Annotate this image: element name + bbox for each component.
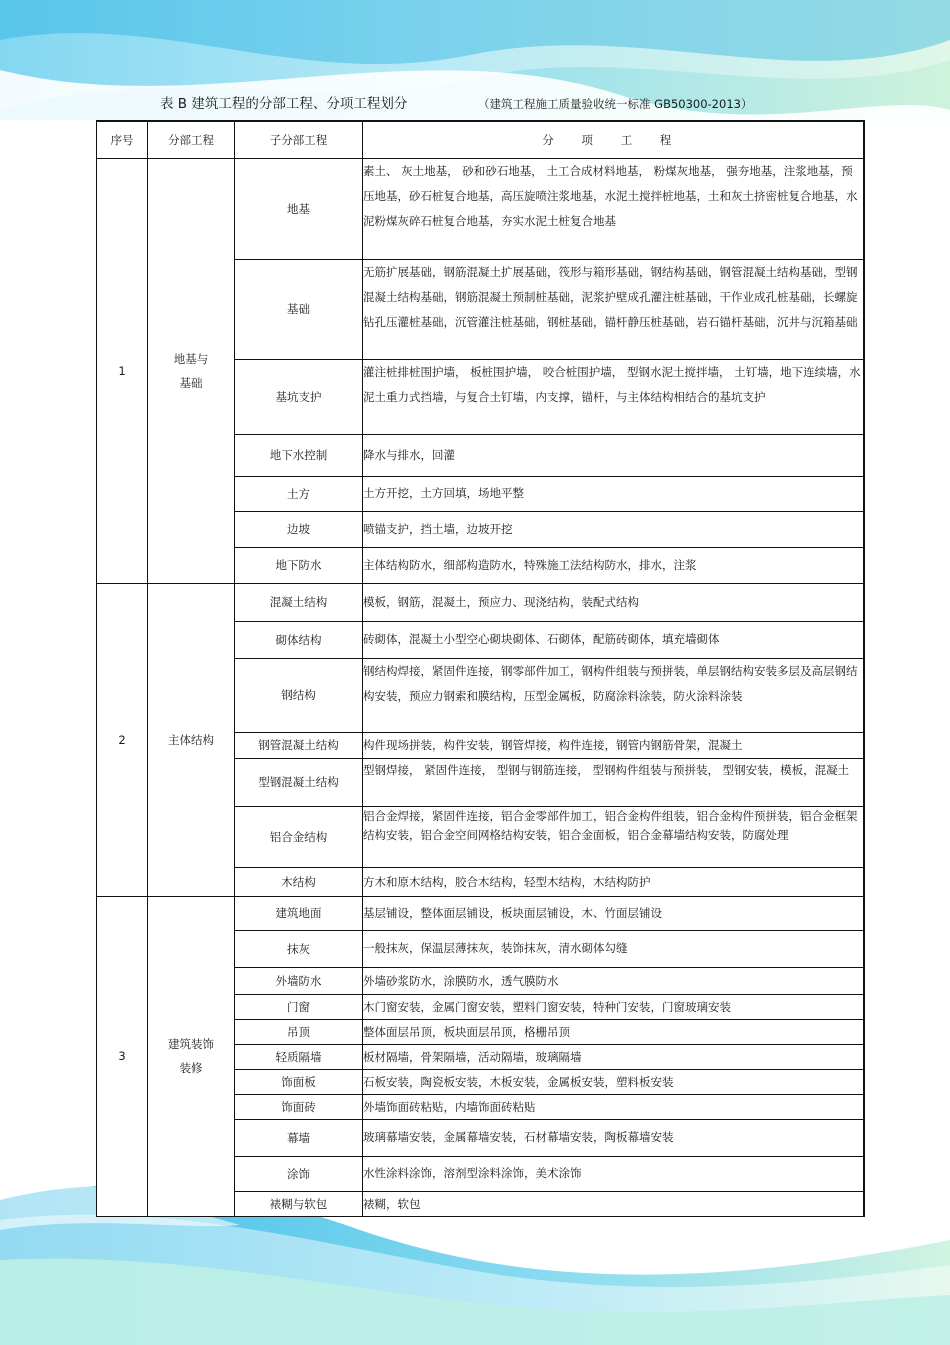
group-no: 2 <box>97 583 148 896</box>
items-cell: 铝合金焊接，紧固件连接，铝合金零部件加工，铝合金构件组装，铝合金构件预拼装，铝合金框架结构安装，铝合金空间网格结构安装，铝合金面板，铝合金幕墙结构安装，防腐处理 <box>363 806 864 867</box>
items-cell: 构件现场拼装，构件安装，钢管焊接，构件连接，钢管内钢筋骨架，混凝土 <box>363 732 864 758</box>
table-row <box>97 158 864 259</box>
group-no: 3 <box>97 896 148 1216</box>
table-row <box>97 896 864 930</box>
items-cell: 主体结构防水，细部构造防水，特殊施工法结构防水，排水，注浆 <box>363 547 864 583</box>
subdivision-cell: 饰面砖 <box>235 1094 363 1119</box>
subdivision-cell: 建筑地面 <box>235 896 363 930</box>
items-cell: 整体面层吊顶，板块面层吊顶，格栅吊顶 <box>363 1019 864 1044</box>
group-division: 主体结构 <box>148 583 235 896</box>
table-title <box>0 93 950 115</box>
subdivision-cell: 钢管混凝土结构 <box>235 732 363 758</box>
items-cell: 外墙饰面砖粘贴，内墙饰面砖粘贴 <box>363 1094 864 1119</box>
items-cell: 一般抹灰，保温层薄抹灰，装饰抹灰，清水砌体勾缝 <box>363 930 864 967</box>
subdivision-cell: 饰面板 <box>235 1069 363 1094</box>
division-table <box>96 120 865 1217</box>
header-row <box>97 121 864 158</box>
header-subdivision: 子分部工程 <box>235 121 363 158</box>
items-cell: 模板，钢筋，混凝土，预应力、现浇结构，装配式结构 <box>363 583 864 621</box>
subdivision-cell: 裱糊与软包 <box>235 1191 363 1216</box>
items-cell: 基层铺设，整体面层铺设，板块面层铺设，木、竹面层铺设 <box>363 896 864 930</box>
items-cell: 素土、 灰土地基， 砂和砂石地基， 土工合成材料地基， 粉煤灰地基， 强夯地基，注浆地基，预压地基，砂石桩复合地基，高压旋喷注浆地基，水泥土搅拌桩地基，土和灰土挤密桩复合地基，水泥粉煤灰碎石桩复合地基，夯实水泥土桩复合地基 <box>363 158 864 259</box>
items-cell: 裱糊，软包 <box>363 1191 864 1216</box>
header-items: 分 项 工 程 <box>363 121 864 158</box>
subdivision-cell: 铝合金结构 <box>235 806 363 867</box>
subdivision-cell: 型钢混凝土结构 <box>235 758 363 806</box>
subdivision-cell: 抹灰 <box>235 930 363 967</box>
subdivision-cell: 涂饰 <box>235 1156 363 1191</box>
table-row <box>97 583 864 621</box>
items-cell: 水性涂料涂饰，溶剂型涂料涂饰，美术涂饰 <box>363 1156 864 1191</box>
subdivision-cell: 混凝土结构 <box>235 583 363 621</box>
subdivision-cell: 外墙防水 <box>235 967 363 994</box>
items-cell: 木门窗安装，金属门窗安装，塑料门窗安装，特种门安装，门窗玻璃安装 <box>363 994 864 1019</box>
items-cell: 方木和原木结构，胶合木结构，轻型木结构，木结构防护 <box>363 867 864 896</box>
subdivision-cell: 地下水控制 <box>235 434 363 476</box>
subdivision-cell: 钢结构 <box>235 658 363 732</box>
items-cell: 外墙砂浆防水，涂膜防水，透气膜防水 <box>363 967 864 994</box>
subdivision-cell: 砌体结构 <box>235 621 363 658</box>
subdivision-cell: 木结构 <box>235 867 363 896</box>
header-division: 分部工程 <box>148 121 235 158</box>
table-title-standard: （建筑工程施工质量验收统一标准 GB50300-2013） <box>478 97 753 111</box>
items-cell: 板材隔墙，骨架隔墙，活动隔墙，玻璃隔墙 <box>363 1044 864 1069</box>
subdivision-cell: 边坡 <box>235 511 363 547</box>
items-cell: 土方开挖，土方回填，场地平整 <box>363 476 864 511</box>
group-division: 建筑装饰 装修 <box>148 896 235 1216</box>
items-cell: 钢结构焊接，紧固件连接，钢零部件加工，钢构件组装与预拼装，单层钢结构安装多层及高层钢结构安装，预应力钢索和膜结构，压型金属板，防腐涂料涂装，防火涂料涂装 <box>363 658 864 732</box>
subdivision-cell: 基础 <box>235 259 363 359</box>
items-cell: 玻璃幕墙安装，金属幕墙安装，石材幕墙安装，陶板幕墙安装 <box>363 1119 864 1156</box>
subdivision-cell: 轻质隔墙 <box>235 1044 363 1069</box>
subdivision-cell: 吊顶 <box>235 1019 363 1044</box>
subdivision-cell: 基坑支护 <box>235 359 363 434</box>
items-cell: 无筋扩展基础，钢筋混凝土扩展基础，筏形与箱形基础，钢结构基础，钢管混凝土结构基础，型钢混凝土结构基础，钢筋混凝土预制桩基础，泥浆护壁成孔灌注桩基础，干作业成孔桩基础，长螺旋钻孔压灌桩基础，沉管灌注桩基础，钢桩基础，锚杆静压桩基础，岩石锚杆基础，沉井与沉箱基础 <box>363 259 864 359</box>
subdivision-cell: 地下防水 <box>235 547 363 583</box>
items-cell: 石板安装，陶瓷板安装，木板安装，金属板安装，塑料板安装 <box>363 1069 864 1094</box>
subdivision-cell: 门窗 <box>235 994 363 1019</box>
items-cell: 降水与排水，回灌 <box>363 434 864 476</box>
items-cell: 砖砌体，混凝土小型空心砌块砌体、石砌体，配筋砖砌体，填充墙砌体 <box>363 621 864 658</box>
table-title-main: 表 B 建筑工程的分部工程、分项工程划分 <box>160 96 408 112</box>
subdivision-cell: 幕墙 <box>235 1119 363 1156</box>
group-division: 地基与 基础 <box>148 158 235 583</box>
items-cell: 灌注桩排桩围护墙， 板桩围护墙， 咬合桩围护墙， 型钢水泥土搅拌墙， 土钉墙，地下连续墙，水泥土重力式挡墙，与复合土钉墙，内支撑，锚杆，与主体结构相结合的基坑支护 <box>363 359 864 434</box>
items-cell: 喷锚支护，挡土墙，边坡开挖 <box>363 511 864 547</box>
header-no: 序号 <box>97 121 148 158</box>
subdivision-cell: 土方 <box>235 476 363 511</box>
subdivision-cell: 地基 <box>235 158 363 259</box>
items-cell: 型钢焊接， 紧固件连接， 型钢与钢筋连接， 型钢构件组装与预拼装， 型钢安装，模板，混凝土 <box>363 758 864 806</box>
group-no: 1 <box>97 158 148 583</box>
